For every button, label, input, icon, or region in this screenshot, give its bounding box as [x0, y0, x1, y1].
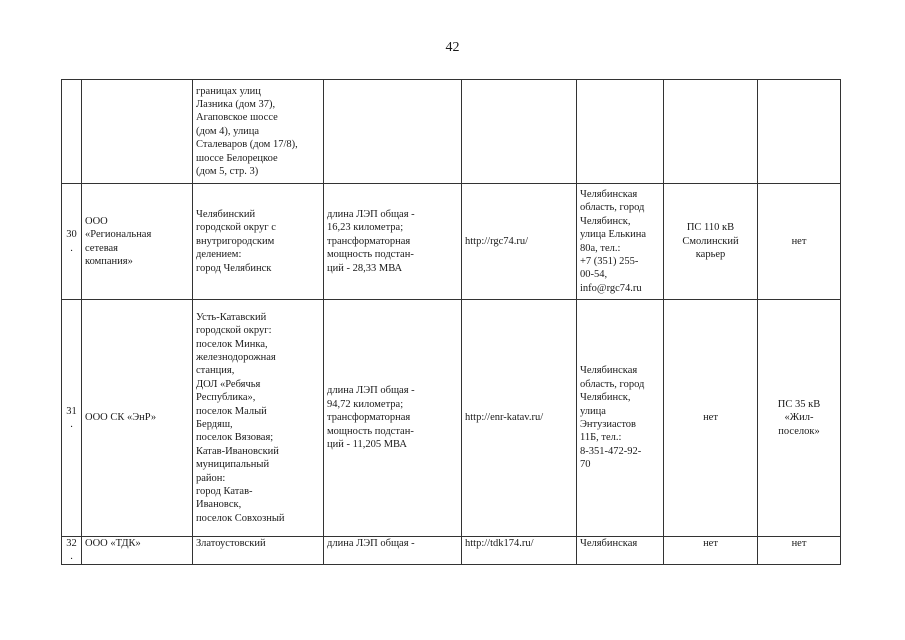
- row-number-cell: [62, 80, 82, 184]
- territory-line: железнодорожная: [196, 351, 276, 363]
- contacts-line: улица: [580, 405, 606, 417]
- network-params-line: ций - 11,205 МВА: [327, 439, 407, 451]
- territory-line: поселок Совхозный: [196, 512, 285, 524]
- contacts-line: 11Б, тел.:: [580, 432, 622, 444]
- organization-line: компания»: [85, 255, 133, 267]
- territory-cell: [193, 300, 324, 537]
- network-params-line: длина ЛЭП общая -: [327, 208, 415, 220]
- territory-line: ДОЛ «Ребячья: [196, 378, 261, 390]
- other-substation-line: нет: [791, 235, 807, 247]
- contacts-cell: [577, 184, 664, 300]
- contacts-line: Челябинск,: [580, 215, 631, 227]
- territory-line: город Челябинск: [196, 262, 272, 274]
- territory-line: делением:: [196, 249, 242, 261]
- organization-cell: [82, 80, 193, 184]
- territory-line: шоссе Белорецкое: [196, 152, 278, 164]
- territory-line: границах улиц: [196, 85, 261, 97]
- contacts-line: Челябинск,: [580, 392, 631, 404]
- territory-line: Челябинский: [196, 208, 256, 220]
- contacts-line: 00-54,: [580, 269, 608, 281]
- website-cell: [462, 80, 577, 184]
- contacts-line: 70: [580, 459, 591, 471]
- territory-line: городской округ с: [196, 222, 276, 234]
- other-substation-line: ПС 35 кВ: [777, 398, 821, 410]
- contacts-line: область, город: [580, 378, 645, 390]
- contacts-line: улица Елькина: [580, 229, 646, 241]
- territory-line: Лазника (дом 37),: [196, 98, 276, 110]
- territory-line: Златоустовский: [196, 538, 266, 549]
- territory-line: Бердяш,: [196, 419, 233, 430]
- network-params-line: трансформаторная: [327, 412, 411, 424]
- contacts-line: Челябинская: [580, 365, 638, 377]
- contacts-line: +7 (351) 255-: [580, 255, 639, 267]
- contacts-cell: [577, 537, 664, 565]
- table-row: [62, 300, 841, 537]
- contacts-line: Челябинская: [580, 188, 638, 200]
- contacts-line: 8-351-472-92-: [580, 445, 642, 457]
- network-params-line: длина ЛЭП общая -: [327, 385, 415, 397]
- substation-cell: [664, 300, 758, 537]
- other-substation-cell: [758, 300, 841, 537]
- network-params-line: длина ЛЭП общая -: [327, 538, 415, 549]
- territory-line: Усть-Катавский: [196, 311, 267, 323]
- territory-line: станция,: [196, 365, 235, 377]
- grid-organizations-table: [61, 79, 841, 565]
- row-number-cell: 30.: [62, 184, 82, 300]
- contacts-cell: [577, 300, 664, 537]
- row-number-cell: 32.: [62, 537, 82, 565]
- territory-line: муниципальный: [196, 459, 270, 471]
- website-cell: http://enr-katav.ru/: [462, 300, 577, 537]
- other-substation-line: поселок»: [778, 425, 820, 437]
- territory-cell: [193, 80, 324, 184]
- network-params-cell: [324, 184, 462, 300]
- network-params-line: 94,72 километра;: [327, 398, 404, 410]
- other-substation-line: «Жил-: [784, 412, 814, 424]
- substation-line: нет: [703, 538, 718, 549]
- network-params-cell: [324, 80, 462, 184]
- territory-line: район:: [196, 472, 226, 484]
- territory-line: поселок Минка,: [196, 338, 268, 350]
- territory-cell: [193, 184, 324, 300]
- network-params-line: ций - 28,33 МВА: [327, 262, 403, 274]
- contacts-line: Челябинская: [580, 538, 638, 549]
- substation-cell: [664, 80, 758, 184]
- other-substation-cell: [758, 80, 841, 184]
- territory-line: поселок Малый: [196, 405, 267, 417]
- territory-cell: [193, 537, 324, 565]
- table-row: [62, 184, 841, 300]
- website-cell: http://rgc74.ru/: [462, 184, 577, 300]
- territory-line: Республика»,: [196, 392, 256, 404]
- network-params-cell: [324, 537, 462, 565]
- contacts-line: info@rgc74.ru: [580, 282, 642, 294]
- organization-line: сетевая: [85, 242, 119, 254]
- organization-cell: [82, 184, 193, 300]
- table-row: [62, 537, 841, 565]
- organization-line: ООО СК «ЭнР»: [85, 412, 157, 424]
- territory-line: (дом 5, стр. 3): [196, 166, 259, 178]
- other-substation-line: нет: [791, 538, 807, 549]
- substation-cell: [664, 537, 758, 565]
- contacts-cell: [577, 80, 664, 184]
- territory-line: внутригородским: [196, 235, 275, 247]
- substation-line: карьер: [695, 249, 726, 261]
- network-params-line: мощность подстан-: [327, 249, 414, 261]
- substation-line: ПС 110 кВ: [686, 222, 735, 234]
- row-number-cell: 31.: [62, 300, 82, 537]
- table-row: [62, 80, 841, 184]
- territory-line: поселок Вязовая;: [196, 432, 274, 444]
- substation-cell: [664, 184, 758, 300]
- network-params-line: трансформаторная: [327, 235, 411, 247]
- website-cell: http://tdk174.ru/: [462, 537, 577, 565]
- other-substation-cell: [758, 537, 841, 565]
- territory-line: Сталеваров (дом 17/8),: [196, 139, 298, 151]
- network-params-line: 16,23 километра;: [327, 222, 404, 234]
- contacts-line: область, город: [580, 202, 645, 214]
- other-substation-cell: [758, 184, 841, 300]
- organization-line: ООО: [85, 215, 108, 227]
- territory-line: городской округ:: [196, 325, 272, 337]
- network-params-cell: [324, 300, 462, 537]
- territory-line: город Катав-: [196, 486, 253, 498]
- territory-line: Катав-Ивановский: [196, 445, 279, 457]
- substation-line: Смолинский: [682, 235, 739, 247]
- organization-line: «Региональная: [85, 229, 152, 241]
- organization-cell: [82, 300, 193, 537]
- substation-line: нет: [703, 412, 718, 424]
- network-params-line: мощность подстан-: [327, 425, 414, 437]
- organization-cell: [82, 537, 193, 565]
- contacts-line: 80а, тел.:: [580, 242, 621, 254]
- territory-line: (дом 4), улица: [196, 125, 260, 137]
- organization-line: ООО «ТДК»: [85, 538, 141, 549]
- contacts-line: Энтузиастов: [580, 419, 636, 430]
- territory-line: Агаповское шоссе: [196, 112, 278, 124]
- territory-line: Ивановск,: [196, 499, 242, 511]
- page-number: 42: [445, 40, 460, 55]
